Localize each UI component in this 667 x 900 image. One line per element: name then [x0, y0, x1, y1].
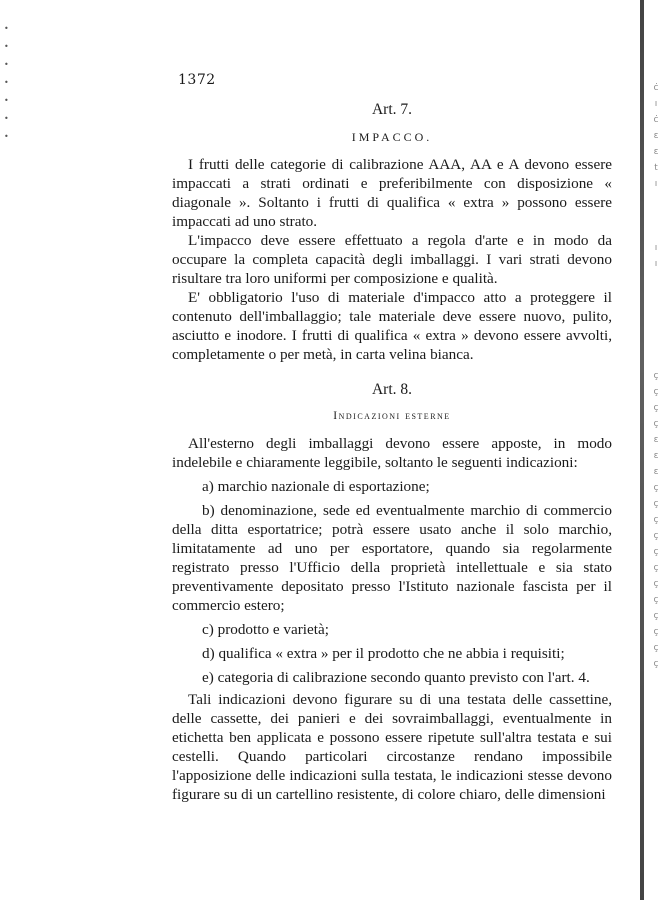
article-7-paragraph-3: E' obbligatorio l'uso di materiale d'impacco atto a proteggere il contenuto dell'imballaggio; tale materiale deve essere nuovo, pulito, asciutto e inodore. I frutti di qualifica « extra » devono essere avvolti, completamente o per metà, in carta velina bianca.: [172, 289, 612, 363]
article-7-paragraph-1: I frutti delle categorie di calibrazione AAA, AA e A devono essere impaccati a strati ordinati e preferibilmente con disposizione « diagonale ». Soltanto i frutti di qualifica « extra » possono essere impaccati ad uno strato.: [172, 156, 612, 230]
article-8-item-a: a) marchio nazionale di esportazione;: [202, 478, 430, 495]
bleed-through-marks: ċ ı ċ ε ε t ı ı ı ç ç ç ç ε ε ε ç ç ç ç ç ç ç ç ç ç ç ç: [653, 83, 659, 669]
binding-holes: • • • • • • •: [4, 24, 9, 141]
article-8-closing: Tali indicazioni devono figurare su di una testata delle cassettine, delle cassette, dei panieri e dei sovraimballaggi, eventualmente in etichetta ben applicata e possono essere ripetute sull'altra testata e sui cestelli. Quando particolari circostanze rendano impossibile l'apposizione delle indicazioni sulla testata, le indicazioni stesse devono figurare su di un cartellino resistente, di colore chiaro, delle dimensioni: [172, 691, 612, 803]
article-8-item-d: d) qualifica « extra » per il prodotto che ne abbia i requisiti;: [202, 645, 565, 662]
article-8: [172, 380, 612, 804]
article-7: [172, 100, 612, 364]
article-8-item-c: c) prodotto e varietà;: [202, 621, 329, 638]
article-7-subtitle: IMPACCO.: [351, 130, 433, 144]
article-8-title: Art. 8.: [371, 381, 413, 398]
article-7-paragraph-2: L'impacco deve essere effettuato a regola d'arte e in modo da occupare la completa capacità degli imballaggi. I vari strati devono risultare tra loro uniformi per composizione e qualità.: [172, 232, 612, 287]
article-8-intro: All'esterno degli imballaggi devono essere apposte, in modo indelebile e chiaramente leggibile, soltanto le seguenti indicazioni:: [172, 435, 612, 471]
article-8-item-e: e) categoria di calibrazione secondo quanto previsto con l'art. 4.: [202, 669, 590, 686]
page-number: 1372: [178, 72, 216, 88]
article-7-title: Art. 7.: [371, 101, 413, 118]
article-8-subtitle: Indicazioni esterne: [333, 410, 451, 422]
article-8-item-b: b) denominazione, sede ed eventualmente marchio di commercio della ditta esportatrice; potrà essere usato anche il solo marchio, limitatamente ad uno per esportatore, quando sia regolarmente registrato presso l'Ufficio della proprietà intellettuale e sia stato preventivamente depositato presso l'Istituto nazionale fascista per il commercio estero;: [172, 502, 612, 614]
page-edge: [640, 0, 644, 900]
